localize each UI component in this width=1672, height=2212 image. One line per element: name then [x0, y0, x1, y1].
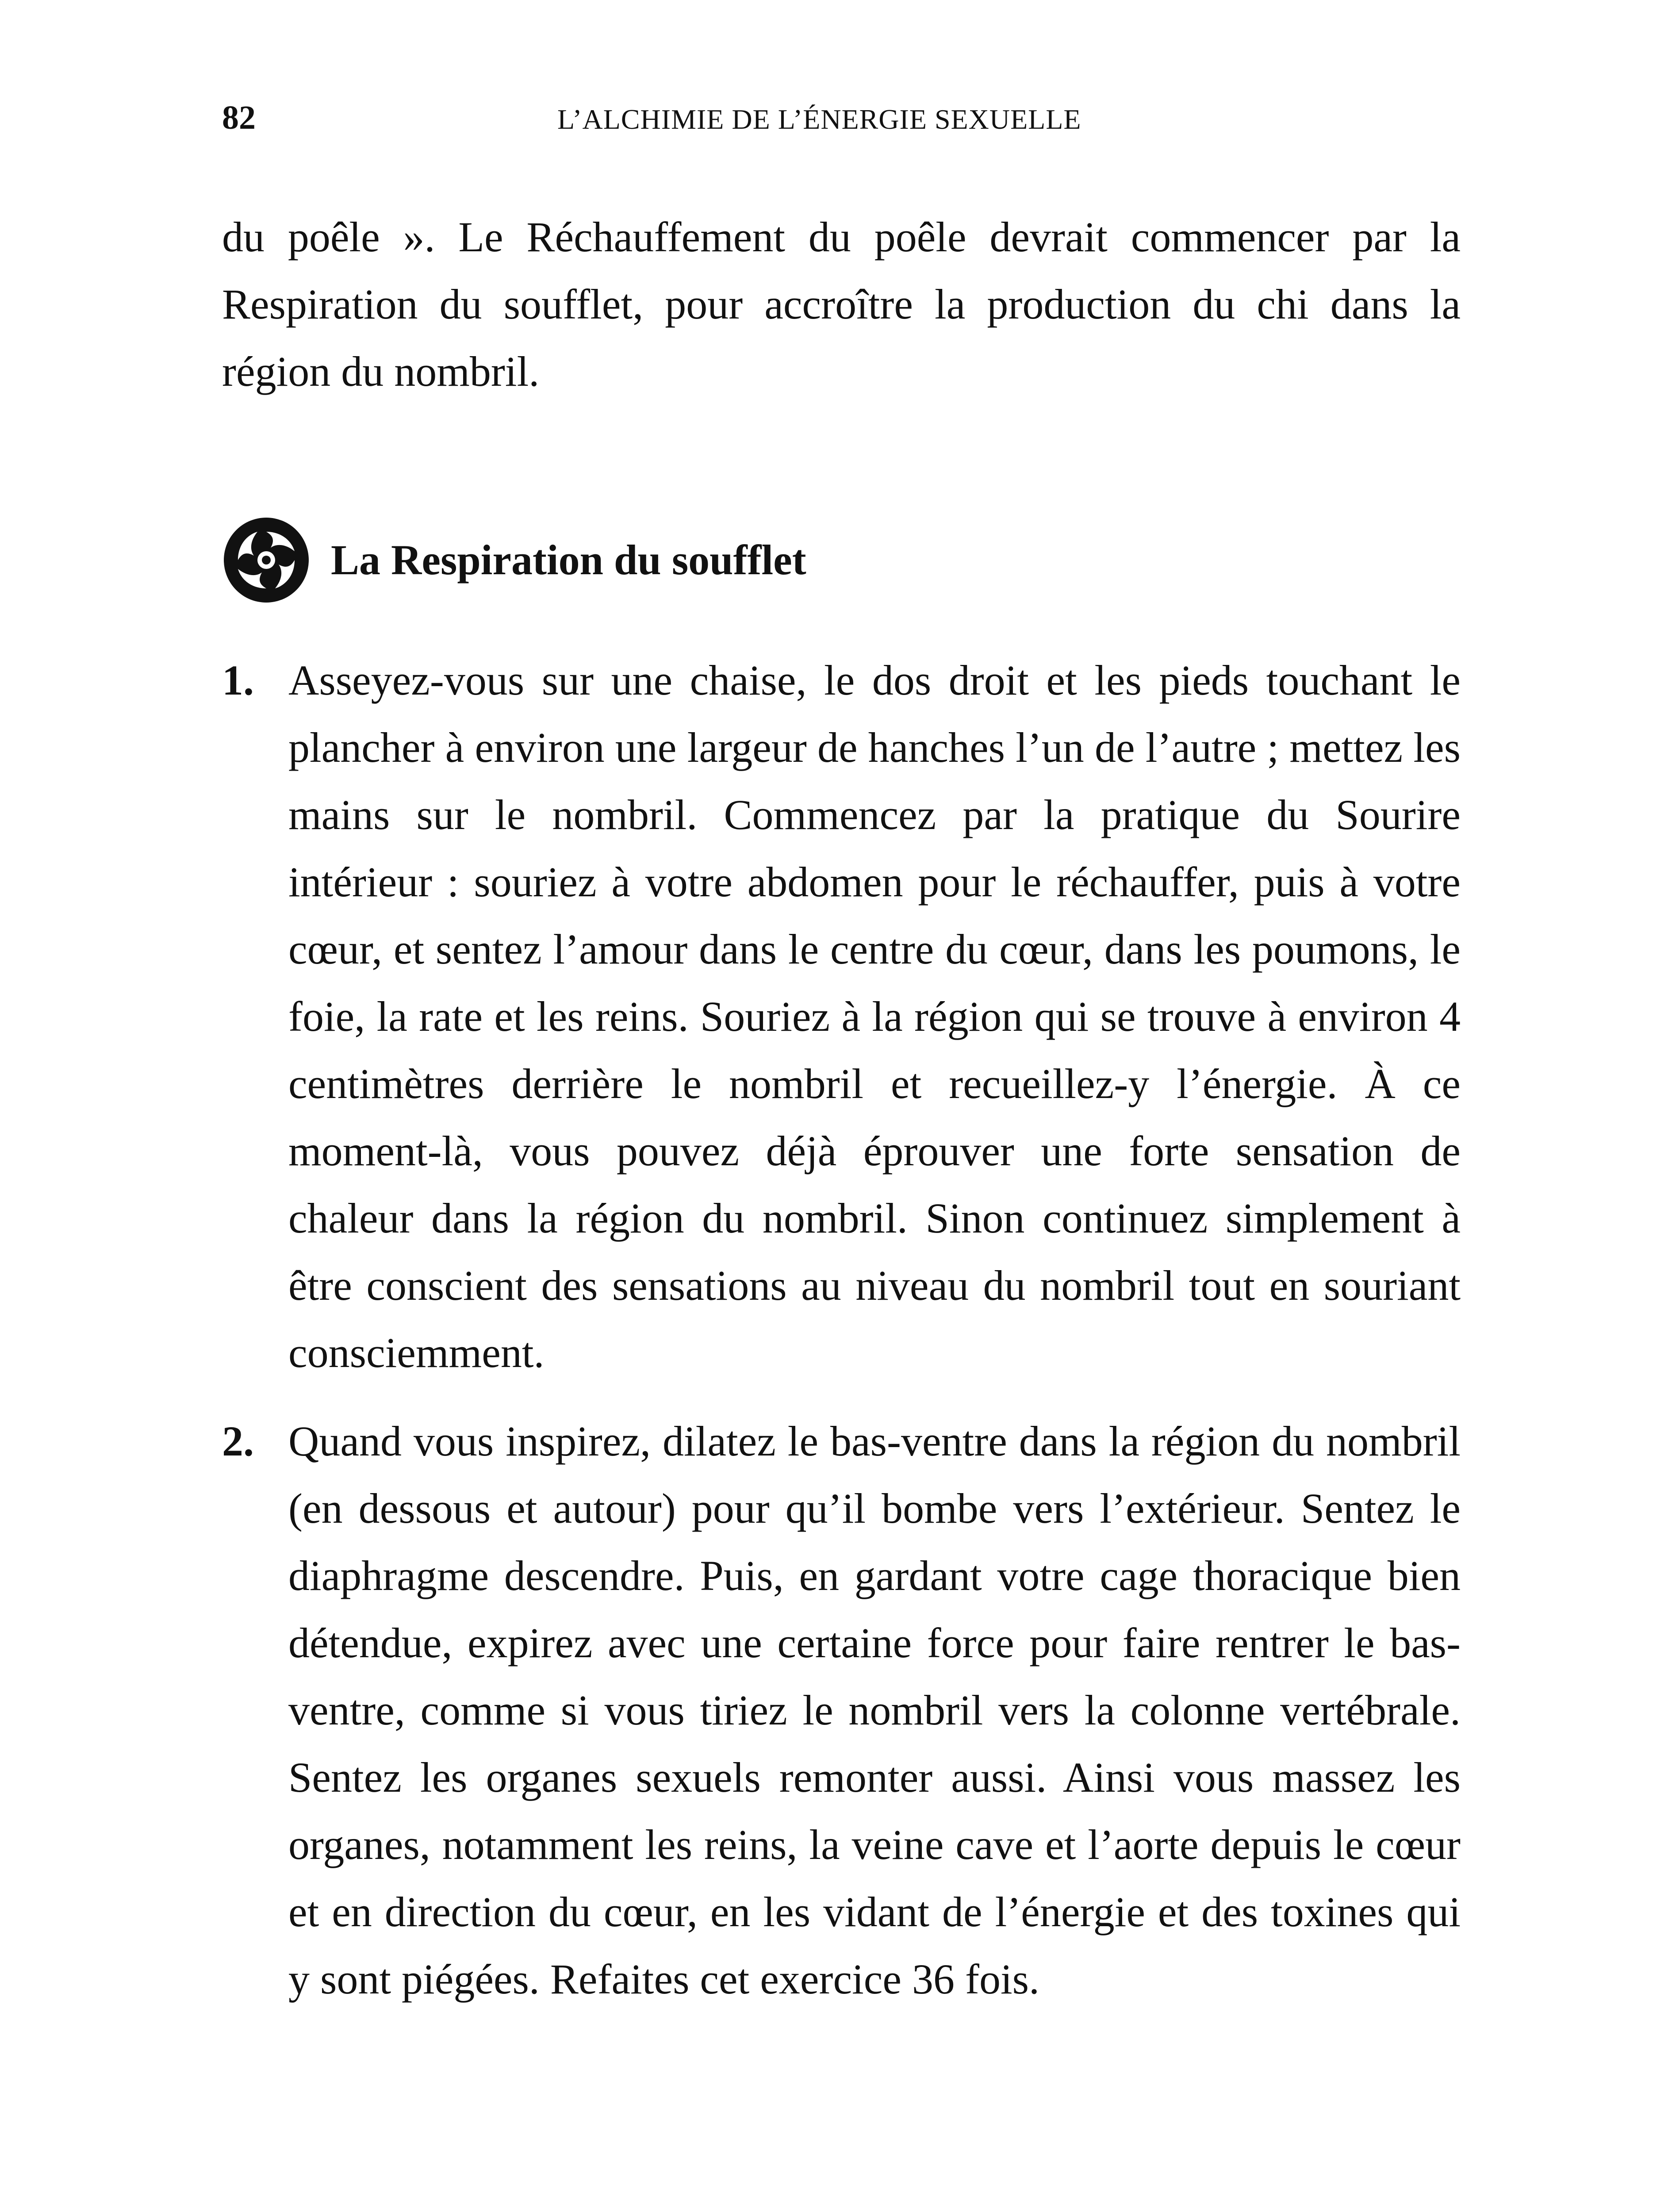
- step-text: Asseyez-vous sur une chaise, le dos droit et les pieds touchant le plancher à environ une largeur de hanches l’un de l’autre ; mettez les mains sur le nombril. Commencez par la pratique du Sourire intérieur : souriez à votre abdomen pour le réchauffer, puis à votre cœur, et sentez l’amour dans le centre du cœur, dans les poumons, le foie, la rate et les reins. Souriez à la région qui se trouve à environ 4 centimètres derrière le nombril et recueillez-y l’énergie. À ce moment-là, vous pouvez déjà éprouver une forte sensation de chaleur dans la région du nombril. Sinon continuez simplement à être conscient des sensations au niveau du nombril tout en souriant consciemment.: [288, 657, 1461, 1376]
- running-head: L’ALCHIMIE DE L’ÉNERGIE SEXUELLE: [557, 104, 1081, 135]
- swirl-bellows-icon: [222, 516, 311, 604]
- step-item: [222, 1408, 1461, 2013]
- page-content: [222, 204, 1461, 2034]
- intro-paragraph: du poêle ». Le Réchauffement du poêle devrait commencer par la Respiration du soufflet, pour accroître la production du chi dans la région du nombril.: [222, 213, 1461, 395]
- page-number: 82: [222, 99, 256, 136]
- step-item: [222, 647, 1461, 1386]
- section-heading: [222, 516, 1461, 604]
- step-text: Quand vous inspirez, dilatez le bas-ventre dans la région du nombril (en dessous et autour) pour qu’il bombe vers l’extérieur. Sentez le diaphragme descendre. Puis, en gardant votre cage thoracique bien détendue, expirez avec une certaine force pour faire rentrer le bas-ventre, comme si vous tiriez le nombril vers la colonne vertébrale. Sentez les organes sexuels remonter aussi. Ainsi vous massez les organes, notamment les reins, la veine cave et l’aorte depuis le cœur et en direction du cœur, en les vidant de l’énergie et des toxines qui y sont piégées. Refaites cet exercice 36 fois.: [288, 1417, 1461, 2003]
- step-number: 1.: [222, 657, 254, 704]
- step-number: 2.: [222, 1417, 254, 1465]
- section-title: La Respiration du soufflet: [331, 536, 806, 584]
